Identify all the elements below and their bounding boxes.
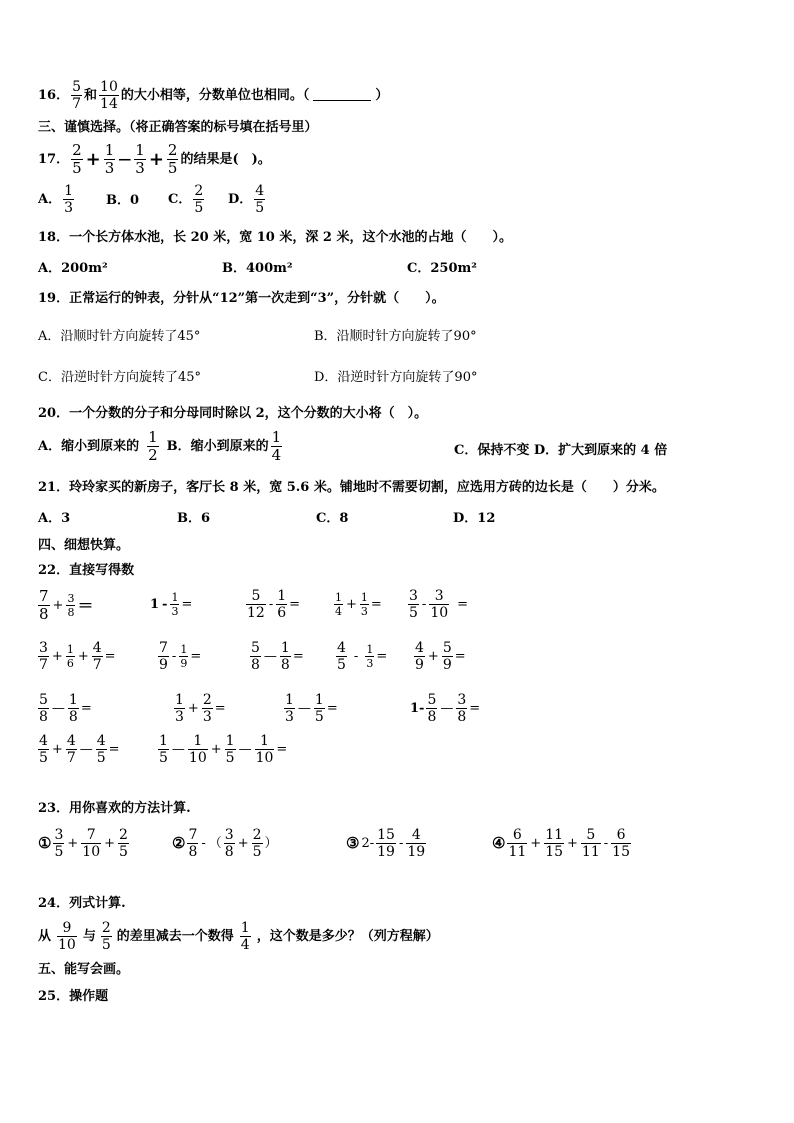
q17-term-2: $\frac{1}{3}$ — [104, 141, 115, 177]
q17-option-a[interactable]: A． $\frac{1}{3}$ — [38, 183, 74, 216]
q17-op-2: — — [118, 152, 132, 167]
q22-r3d: 1- $\frac{5}{8}$ — $\frac{3}{8}$ = — [410, 692, 481, 725]
q20-option-b[interactable]: B．缩小到原来的 — [166, 439, 269, 454]
q19-option-d[interactable]: D．沿逆时针方向旋转了90° — [314, 370, 478, 385]
q23-expr-3: ③ 2- $\frac{15}{19}$ - $\frac{4}{19}$ — [346, 827, 426, 860]
q18-text: 18．一个长方体水池，长 20 米，宽 10 米，深 2 米，这个水池的占地（ ）。 — [38, 230, 512, 245]
q22-r3a: $\frac{5}{8}$ — $\frac{1}{8}$ = — [39, 692, 92, 725]
q17-number: 17． — [38, 152, 70, 167]
q22-r2b: $\frac{7}{9}$ - $\frac{1}{9}$ = — [159, 640, 202, 673]
q24-title: 24．列式计算. — [38, 896, 126, 911]
q19-option-b[interactable]: B．沿顺时针方向旋转了90° — [314, 329, 477, 344]
q21-option-c[interactable]: C．8 — [316, 511, 349, 526]
q22-r4b: $\frac{1}{5}$ — $\frac{1}{10}$ + $\frac{1}{5}$ — $\frac{1}{10}$ = — [159, 733, 288, 766]
q22-r3c: $\frac{1}{3}$ — $\frac{1}{5}$ = — [285, 692, 338, 725]
q17-term-3: $\frac{1}{3}$ — [135, 141, 145, 177]
q17-option-b[interactable]: B．0 — [106, 193, 140, 208]
q23-expr-2: ② $\frac{7}{8}$ - （ $\frac{3}{8}$ + $\frac{2}{5}$ ） — [172, 827, 278, 860]
q24-text: 从 $\frac{9}{10}$ 与 $\frac{2}{5}$ 的差里减去一个数得 $\frac{1}{4}$ ，这个数是多少？（列方程解） — [38, 920, 439, 953]
q22-r4a: $\frac{4}{5}$ + $\frac{4}{7}$ — $\frac{4}{5}$ = — [39, 733, 120, 766]
q20-fraction-b: $\frac{1}{4}$ — [271, 428, 282, 464]
q21-option-d[interactable]: D．12 — [453, 511, 496, 526]
q19-text: 19．正常运行的钟表，分针从“12”第一次走到“3”，分针就（ ）。 — [38, 291, 445, 306]
q16-and: 和 — [84, 88, 98, 103]
q16-text: 的大小相等，分数单位也相同。（ — [120, 88, 310, 103]
q22-r2c: $\frac{5}{8}$ — $\frac{1}{8}$ = — [251, 640, 304, 673]
q20-option-cd[interactable]: C．保持不变 D．扩大到原来的 4 倍 — [454, 443, 668, 458]
section-3-heading: 三、谨慎选择。（将正确答案的标号填在括号里） — [38, 120, 318, 135]
section-5-heading: 五、能写会画。 — [38, 962, 130, 977]
q19-option-c[interactable]: C．沿逆时针方向旋转了45° — [38, 370, 201, 385]
q22-r1a: $\frac{7}{8}$ + $\frac{3}{8}$ ＝ — [39, 587, 94, 623]
q20-options — [38, 430, 282, 463]
q17-op-1: + — [85, 148, 101, 170]
q20-fraction-a: $\frac{1}{2}$ — [148, 428, 158, 464]
section-4-heading: 四、细想快算。 — [38, 538, 130, 553]
q25-title: 25．操作题 — [38, 989, 109, 1004]
q22-r1d: $\frac{1}{4}$ + $\frac{1}{3}$ = — [335, 591, 382, 618]
q21-option-b[interactable]: B．6 — [177, 511, 211, 526]
q22-r3b: $\frac{1}{3}$ + $\frac{2}{3}$ = — [175, 692, 226, 725]
q22-title: 22．直接写得数 — [38, 563, 135, 578]
q16 — [38, 80, 388, 111]
q19-option-a[interactable]: A．沿顺时针方向旋转了45° — [38, 329, 201, 344]
q16-close: ） — [375, 88, 389, 103]
q17-term-1: $\frac{2}{5}$ — [72, 141, 82, 177]
q21-option-a[interactable]: A．3 — [38, 511, 71, 526]
q22-r2a: $\frac{3}{7}$ + $\frac{1}{6}$ + $\frac{4}{7}$ = — [39, 640, 116, 673]
q22-r2e: $\frac{4}{9}$ + $\frac{5}{9}$ = — [415, 640, 466, 673]
q23-expr-4: ④ $\frac{6}{11}$ + $\frac{11}{15}$ + $\frac{5}{11}$ - $\frac{6}{15}$ — [492, 827, 630, 860]
q23-expr-1: ① $\frac{3}{5}$ + $\frac{7}{10}$ + $\frac{2}{5}$ — [38, 827, 128, 860]
q20-text: 20．一个分数的分子和分母同时除以 2，这个分数的大小将（ ）。 — [38, 406, 428, 421]
q17 — [38, 143, 271, 176]
q18-option-a[interactable]: A．200m² — [38, 261, 108, 276]
q22-r1e: $\frac{3}{5}$ - $\frac{3}{10}$ = — [409, 588, 469, 621]
q17-tail: 的结果是( )。 — [180, 152, 271, 167]
q20-option-a[interactable]: A．缩小到原来的 — [38, 439, 140, 454]
q17-op-3: + — [148, 148, 164, 170]
q22-r2d: $\frac{4}{5}$ - $\frac{1}{3}$ = — [337, 640, 388, 673]
q22-r1c: $\frac{5}{12}$ - $\frac{1}{6}$ = — [247, 588, 301, 621]
q16-number: 16． — [38, 88, 70, 103]
q16-answer-blank[interactable] — [313, 90, 371, 101]
q18-option-c[interactable]: C．250m² — [407, 261, 477, 276]
q21-text: 21．玲玲家买的新房子，客厅长 8 米，宽 5.6 米。铺地时不需要切割，应选用方砖的边长是（ ）分米。 — [38, 480, 665, 495]
q16-fraction-b: $\frac{10}{14}$ — [100, 79, 118, 112]
q17-option-d[interactable]: D． $\frac{4}{5}$ — [228, 183, 265, 216]
q16-fraction-a: $\frac{5}{7}$ — [72, 79, 82, 112]
q22-r1b: 1 - $\frac{1}{3}$ = — [150, 591, 193, 618]
q23-title: 23．用你喜欢的方法计算. — [38, 801, 191, 816]
q18-option-b[interactable]: B．400m² — [222, 261, 293, 276]
q17-term-4: $\frac{2}{5}$ — [167, 141, 178, 177]
q17-option-c[interactable]: C． $\frac{2}{5}$ — [168, 183, 204, 216]
